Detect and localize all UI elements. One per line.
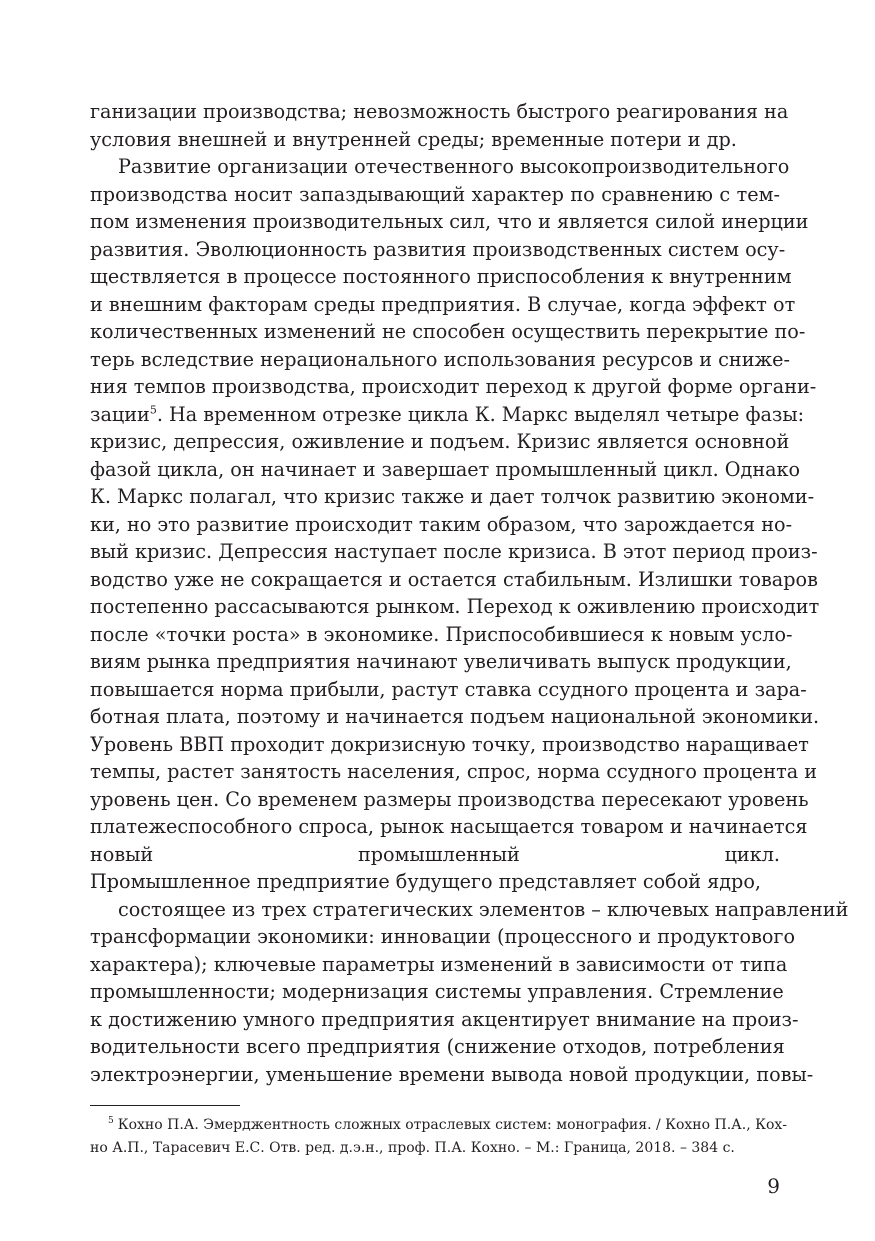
text-line (90, 1088, 780, 1116)
text-line: ганизации производства; невозможность быстрого реагирования на (90, 100, 789, 123)
text-line: водство уже не сокращается и остается стабильным. Излишки товаров (90, 567, 818, 591)
text-line: платежеспособного спроса, рынок насыщается товаром и начинается (90, 815, 808, 838)
footnote-text: Кохно П.А. Эмерджентность сложных отраслевых систем: монография. / Кохно П.А., Кох- (117, 1117, 788, 1133)
text-fragment: . На временном отрезке цикла К. Маркс выделял четыре фазы: (156, 402, 805, 426)
footnote-reference[interactable]: 5 (149, 403, 157, 417)
footnote (90, 1114, 788, 1160)
text-line: трансформации экономики: инновации (процессного и продуктового (90, 925, 796, 948)
text-line: вый кризис. Депрессия наступает после кризиса. В этот период произ- (90, 540, 818, 563)
text-line: ки, но это развитие происходит таким образом, что зарождается но- (90, 512, 793, 536)
text-fragment: зации (90, 402, 150, 426)
text-line: состоящее из трех стратегических элементов – ключевых направлений (118, 897, 849, 921)
text-line: развития. Эволюционность развития производственных систем осу- (90, 237, 786, 261)
text-line: темпы, растет занятость населения, спрос, норма ссудного процента и (90, 760, 818, 783)
text-line: Развитие организации отечественного высокопроизводительного (118, 155, 790, 178)
text-line: к достижению умного предприятия акцентирует внимание на произ- (90, 1007, 799, 1031)
text-line: ния темпов производства, происходит переход к другой форме органи- (90, 375, 817, 398)
text-line: ботная плата, поэтому и начинается подъем национальной экономики. (90, 705, 820, 728)
text-line: после «точки роста» в экономике. Приспособившиеся к новым усло- (90, 622, 793, 646)
text-line: К. Маркс полагал, что кризис также и дает толчок развитию экономи- (90, 485, 815, 508)
text-line: ществляется в процессе постоянного приспособления к внутренним (90, 265, 792, 288)
footnote-mark: 5 (108, 1116, 114, 1127)
text-line: условия внешней и внутренней среды; временные потери и др. (90, 127, 737, 151)
text-line: количественных изменений не способен осуществить перекрытие по- (90, 320, 806, 343)
text-line: фазой цикла, он начинает и завершает промышленный цикл. Однако (90, 457, 801, 481)
text-line: и внешним факторам среды предприятия. В случае, когда эффект от (90, 292, 796, 316)
text-line: кризис, депрессия, оживление и подъем. Кризис является основной (90, 430, 790, 453)
text-line: пом изменения производительных сил, что и является силой инерции (90, 210, 809, 233)
text-line: характера); ключевые параметры изменений в зависимости от типа (90, 952, 788, 976)
body-text (90, 98, 849, 1116)
footnote-line: но А.П., Тарасевич Е.С. Отв. ред. д.э.н., проф. П.А. Кохно. – М.: Граница, 2018. – 384 с. (90, 1140, 735, 1156)
text-line (90, 401, 805, 429)
text-line: постепенно рассасываются рынком. Переход к оживлению происходит (90, 595, 820, 618)
text-line: новый промышленный цикл. (90, 842, 780, 866)
text-line: виям рынка предприятия начинают увеличивать выпуск продукции, (90, 650, 792, 673)
text-line: электроэнергии, уменьшение времени вывода новой продукции, повы- (90, 1062, 814, 1086)
text-line: повышается норма прибыли, растут ставка ссудного процента и зара- (90, 677, 807, 701)
text-line: уровень цен. Со временем размеры производства пересекают уровень (90, 787, 809, 811)
footnote-line (90, 1114, 788, 1137)
text-line: промышленности; модернизация системы управления. Стремление (90, 980, 784, 1003)
page-number: 9 (767, 1174, 780, 1198)
text-line: Промышленное предприятие будущего представляет собой ядро, (90, 870, 761, 893)
text-line: производства носит запаздывающий характер по сравнению с тем- (90, 182, 780, 206)
text-line: терь вследствие нерационального использования ресурсов и сниже- (90, 347, 790, 371)
text-line: водительности всего предприятия (снижение отходов, потребления (90, 1035, 785, 1058)
text-line: Уровень ВВП проходит докризисную точку, производство наращивает (90, 732, 809, 756)
footnote-divider (90, 1105, 240, 1106)
